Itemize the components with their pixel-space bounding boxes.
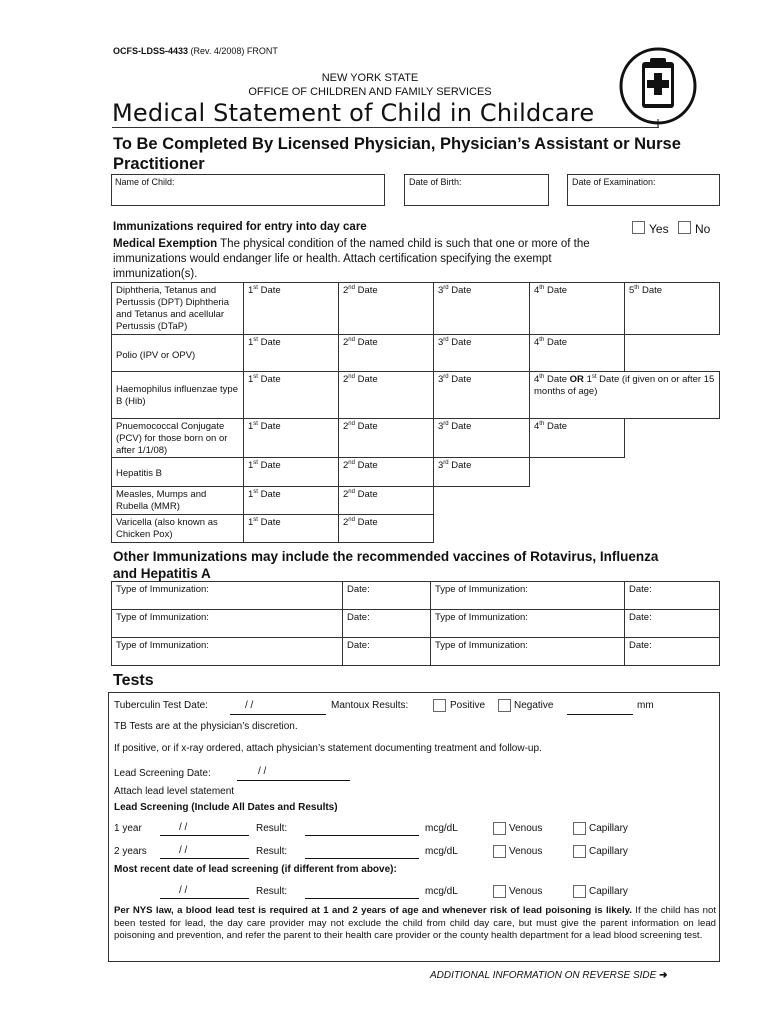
dpt-date-3[interactable]: 3rd Date <box>433 282 530 335</box>
hib-date-3[interactable]: 3rd Date <box>433 371 530 419</box>
recent-date-line[interactable] <box>160 898 249 899</box>
mm-label: mm <box>637 700 654 711</box>
other-type-6[interactable]: Type of Immunization: <box>430 637 625 666</box>
negative-label: Negative <box>514 700 554 711</box>
dpt-date-2[interactable]: 2nd Date <box>338 282 434 335</box>
reverse-side-note: ADDITIONAL INFORMATION ON REVERSE SIDE ➜ <box>430 970 668 981</box>
one-year-unit: mcg/dL <box>425 823 458 834</box>
other-date-2[interactable]: Date: <box>624 581 720 610</box>
vaccine-polio: Polio (IPV or OPV) <box>111 334 244 372</box>
vaccine-varicella: Varicella (also known as Chicken Pox) <box>111 514 244 543</box>
exam-date-label: Date of Examination: <box>572 177 656 187</box>
most-recent-heading: Most recent date of lead screening (if different from above): <box>114 864 397 875</box>
polio-date-2[interactable]: 2nd Date <box>338 334 434 372</box>
two-years-slashes: / / <box>179 845 188 856</box>
hepb-date-2[interactable]: 2nd Date <box>338 457 434 487</box>
medical-exemption <box>113 237 613 282</box>
two-years-result-line[interactable] <box>305 858 419 859</box>
form-revision: (Rev. 4/2008) FRONT <box>190 46 278 56</box>
two-years-venous-checkbox[interactable] <box>493 845 506 858</box>
one-year-capillary-label: Capillary <box>589 823 628 834</box>
one-year-venous-label: Venous <box>509 823 543 834</box>
dpt-date-4[interactable]: 4th Date <box>529 282 625 335</box>
nys-lead-law <box>114 905 716 943</box>
recent-capillary-label: Capillary <box>589 886 628 897</box>
tb-date-slashes: / / <box>245 700 254 711</box>
yes-label: Yes <box>649 222 669 236</box>
mantoux-mm-line[interactable] <box>567 714 633 715</box>
two-years-unit: mcg/dL <box>425 846 458 857</box>
lead-screening-heading: Lead Screening (Include All Dates and Results) <box>114 802 338 813</box>
attach-lead-note: Attach lead level statement <box>114 786 235 797</box>
dpt-date-1[interactable]: 1st Date <box>243 282 339 335</box>
polio-date-1[interactable]: 1st Date <box>243 334 339 372</box>
other-date-6[interactable]: Date: <box>624 637 720 666</box>
recent-slashes: / / <box>179 885 188 896</box>
two-years-date-line[interactable] <box>160 858 249 859</box>
negative-checkbox[interactable] <box>498 699 511 712</box>
medical-clipboard-icon <box>618 44 698 128</box>
recent-result-line[interactable] <box>305 898 419 899</box>
recent-result-label: Result: <box>256 886 288 897</box>
other-date-1[interactable]: Date: <box>342 581 431 610</box>
other-type-2[interactable]: Type of Immunization: <box>430 581 625 610</box>
vaccine-hepb: Hepatitis B <box>111 457 244 487</box>
other-type-1[interactable]: Type of Immunization: <box>111 581 343 610</box>
pcv-date-3[interactable]: 3rd Date <box>433 418 530 458</box>
other-type-5[interactable]: Type of Immunization: <box>111 637 343 666</box>
varicella-date-2[interactable]: 2nd Date <box>338 514 434 543</box>
tb-test-label: Tuberculin Test Date: <box>114 700 208 711</box>
hib-date-4[interactable]: 4th Date OR 1st Date (if given on or after 15 months of age) <box>529 371 720 419</box>
one-year-label: 1 year <box>114 823 142 834</box>
recent-unit: mcg/dL <box>425 886 458 897</box>
pcv-date-4[interactable]: 4th Date <box>529 418 625 458</box>
two-years-capillary-label: Capillary <box>589 846 628 857</box>
pcv-date-2[interactable]: 2nd Date <box>338 418 434 458</box>
mmr-date-2[interactable]: 2nd Date <box>338 486 434 515</box>
no-checkbox[interactable] <box>678 221 691 234</box>
xray-note: If positive, or if x-ray ordered, attach physician’s statement documenting treatment and follow-up. <box>114 743 542 754</box>
title-rule <box>112 127 659 128</box>
one-year-result-label: Result: <box>256 823 288 834</box>
nys-law-bold: Per NYS law, a blood lead test is required at 1 and 2 years of age and whenever risk of lead poisoning is likely. <box>114 905 632 916</box>
mantoux-label: Mantoux Results: <box>331 700 409 711</box>
other-date-5[interactable]: Date: <box>342 637 431 666</box>
other-type-4[interactable]: Type of Immunization: <box>430 609 625 638</box>
dpt-date-5[interactable]: 5th Date <box>624 282 720 335</box>
pcv-date-1[interactable]: 1st Date <box>243 418 339 458</box>
recent-capillary-checkbox[interactable] <box>573 885 586 898</box>
exam-date-field[interactable] <box>567 174 720 206</box>
two-years-venous-label: Venous <box>509 846 543 857</box>
dob-label: Date of Birth: <box>409 177 462 187</box>
hib-date-1[interactable]: 1st Date <box>243 371 339 419</box>
one-year-capillary-checkbox[interactable] <box>573 822 586 835</box>
tb-note: TB Tests are at the physician’s discretion. <box>114 721 298 732</box>
immunizations-heading: Immunizations required for entry into day care <box>113 221 367 233</box>
two-years-label: 2 years <box>114 846 147 857</box>
exemption-text: The physical condition of the named child is such that one or more of the immunizations would endanger life or health. Attach certification specifying the exempt immunization(s). <box>113 238 590 280</box>
yes-checkbox[interactable] <box>632 221 645 234</box>
other-date-3[interactable]: Date: <box>342 609 431 638</box>
page-subtitle: To Be Completed By Licensed Physician, Physician’s Assistant or Nurse Practitioner <box>113 135 681 173</box>
form-id: OCFS-LDSS-4433 <box>113 46 189 56</box>
form-id-line <box>113 46 278 56</box>
hib-date-2[interactable]: 2nd Date <box>338 371 434 419</box>
exemption-bold: Medical Exemption <box>113 238 218 250</box>
vaccine-pcv: Pnuemococcal Conjugate (PCV) for those born on or after 1/1/08) <box>111 418 244 458</box>
office-name: OFFICE OF CHILDREN AND FAMILY SERVICES <box>248 86 492 98</box>
vaccine-mmr: Measles, Mumps and Rubella (MMR) <box>111 486 244 515</box>
other-type-3[interactable]: Type of Immunization: <box>111 609 343 638</box>
page-title: Medical Statement of Child in Childcare <box>112 99 595 127</box>
one-year-date-line[interactable] <box>160 835 249 836</box>
other-date-4[interactable]: Date: <box>624 609 720 638</box>
polio-date-4[interactable]: 4th Date <box>529 334 625 372</box>
lead-screening-label: Lead Screening Date: <box>114 768 211 779</box>
state-name: NEW YORK STATE <box>321 72 419 84</box>
recent-venous-checkbox[interactable] <box>493 885 506 898</box>
right-arrow-icon: ➜ <box>659 970 668 981</box>
one-year-result-line[interactable] <box>305 835 419 836</box>
one-year-slashes: / / <box>179 822 188 833</box>
lead-date-slashes: / / <box>258 766 267 777</box>
vaccine-dpt: Diphtheria, Tetanus and Pertussis (DPT) Diphtheria and Tetanus and acellular Pertussis (DTaP) <box>111 282 244 335</box>
nys-law-text: If the child has not been tested for lead, the day care provider may not exclude the child from child day care, but must give the parent information on lead poisoning and prevention, and refer the parent to their health care provider or the county health department for a lead blood screening test. <box>114 905 716 941</box>
lead-date-line[interactable] <box>237 780 350 781</box>
child-name-field[interactable] <box>111 174 385 206</box>
polio-date-3[interactable]: 3rd Date <box>433 334 530 372</box>
hepb-date-1[interactable]: 1st Date <box>243 457 339 487</box>
two-years-result-label: Result: <box>256 846 288 857</box>
other-immunizations-heading: Other Immunizations may include the recommended vaccines of Rotavirus, Influenza and Hepatitis A <box>113 549 659 581</box>
positive-checkbox[interactable] <box>433 699 446 712</box>
mmr-date-1[interactable]: 1st Date <box>243 486 339 515</box>
recent-venous-label: Venous <box>509 886 543 897</box>
hepb-date-3[interactable]: 3rd Date <box>433 457 530 487</box>
child-name-label: Name of Child: <box>115 177 175 187</box>
two-years-capillary-checkbox[interactable] <box>573 845 586 858</box>
tests-heading: Tests <box>113 672 154 689</box>
one-year-venous-checkbox[interactable] <box>493 822 506 835</box>
no-label: No <box>695 222 711 236</box>
tb-date-line[interactable] <box>230 714 326 715</box>
varicella-date-1[interactable]: 1st Date <box>243 514 339 543</box>
positive-label: Positive <box>450 700 486 711</box>
date-of-birth-field[interactable] <box>404 174 549 206</box>
vaccine-hib: Haemophilus influenzae type B (Hib) <box>111 371 244 419</box>
